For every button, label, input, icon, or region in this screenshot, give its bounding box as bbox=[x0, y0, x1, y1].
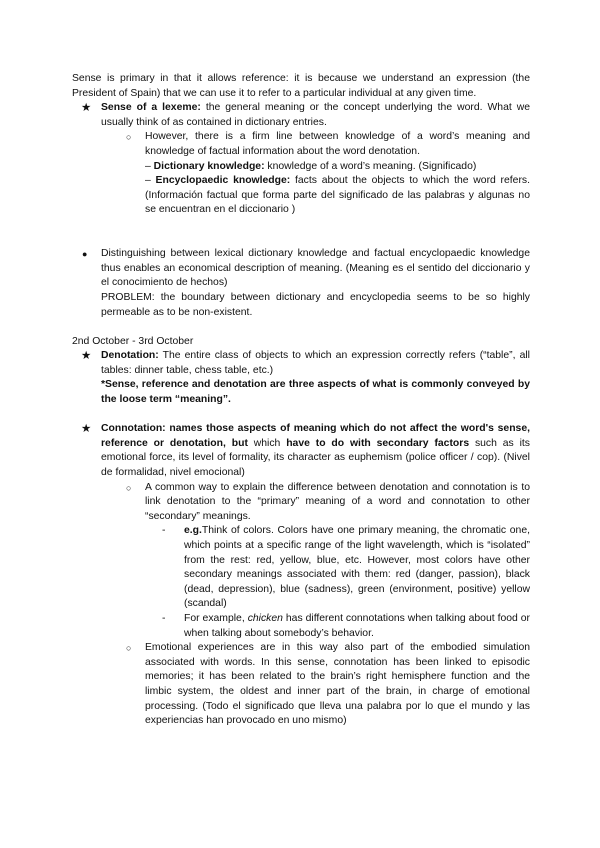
term-eg: e.g. bbox=[184, 525, 202, 537]
encyclopaedic-knowledge-line bbox=[145, 174, 530, 218]
star-bullet-icon: ★ bbox=[81, 350, 92, 363]
document-page bbox=[72, 72, 530, 729]
distinguishing-text: Distinguishing between lexical dictionary knowledge and factual encyclopaedic knowledge thus enables an economical description of meaning. (Meaning es el sentido del diccionario y el conocimiento de hechos) bbox=[101, 248, 530, 289]
bullet-distinguishing bbox=[72, 247, 530, 320]
star-bullet-icon: ★ bbox=[81, 423, 92, 436]
connotation-rest: such as its emotional force, its level of formality, its character as euphemism (police officer / cop). (Nivel de formalidad, nivel emocional) bbox=[101, 437, 530, 479]
sense-definition: the general meaning or the concept underlying the word. What we usually think of as contained in dictionary entries. bbox=[101, 102, 530, 128]
bullet-denotation bbox=[72, 349, 530, 407]
dictionary-knowledge-line bbox=[145, 160, 530, 175]
circle-bullet-icon: ○ bbox=[126, 132, 132, 143]
sub-bullet-emotional bbox=[72, 641, 530, 729]
dash-marker: – bbox=[145, 175, 151, 187]
denotation-note: *Sense, reference and denotation are three aspects of what is commonly conveyed by the loose term “meaning”. bbox=[101, 379, 530, 406]
secondary-factors: have to do with secondary factors bbox=[286, 437, 470, 449]
sub-bullet-common-way bbox=[72, 481, 530, 525]
dash-marker: - bbox=[162, 525, 166, 537]
term-denotation: Denotation: bbox=[101, 350, 159, 362]
dash-item-chicken: - For example, chicken has different connotations when talking about food or when talking about somebody’s behavior. bbox=[162, 612, 531, 639]
date-heading: 2nd October - 3rd October bbox=[72, 335, 194, 347]
star-bullet-icon: ★ bbox=[81, 102, 92, 115]
circle-bullet-icon: ○ bbox=[126, 482, 132, 493]
word-chicken: chicken bbox=[247, 612, 283, 624]
common-way-text: A common way to explain the difference between denotation and connotation is to link denotation to the “primary” meaning of a word and connotation to other “secondary” meanings. bbox=[145, 481, 530, 522]
circle-bullet-icon: ○ bbox=[126, 643, 132, 654]
dash-item-colors bbox=[72, 524, 530, 612]
firm-line-text: However, there is a firm line between knowledge of a word’s meaning and knowledge of factual information about the word denotation. bbox=[145, 131, 530, 157]
dash-marker: - bbox=[162, 612, 166, 624]
dictionary-knowledge-text: knowledge of a word’s meaning. (Significado) bbox=[264, 160, 477, 172]
sub-bullet-firm-line bbox=[72, 130, 530, 218]
encyclopaedic-knowledge-text: facts about the objects to which the word refers. (Información factual que forma parte del significado de las palabras y algunas no se encuentran en el diccionario ) bbox=[145, 175, 531, 216]
dot-bullet-icon: ● bbox=[82, 249, 88, 260]
term-connotation: Connotation: names those aspects of meaning which do not affect the word's sense, reference or denotation, but bbox=[101, 423, 530, 449]
term-sense-of-lexeme: Sense of a lexeme: bbox=[101, 102, 201, 114]
dash-marker: – bbox=[145, 160, 151, 172]
bullet-connotation: ★ Connotation: names those aspects of meaning which do not affect the word's sense, reference or denotation, but which have to do with secondary factors such as its emotional force, its level of formality, its character as euphemism (police officer / cop). (Nivel de formalidad, nivel emocional) bbox=[81, 423, 530, 479]
denotation-definition: The entire class of objects to which an expression correctly refers (“table”, all tables: dinner table, chess table, etc.) bbox=[101, 350, 530, 376]
bullet-sense-of-lexeme bbox=[72, 101, 530, 130]
colors-text: Think of colors. Colors have one primary meaning, the chromatic one, which points at a specific range of the light wavelength, which is “isolated” from the rest: red, yellow, blue, etc. However, most colors have other secondary meanings associated with them: red (danger, passion), black (dead, depression), blue (sadness), green (environment, positive) yellow (scandal) bbox=[184, 525, 530, 610]
emotional-text: Emotional experiences are in this way also part of the embodied simulation associated with words. In this sense, connotation has been linked to episodic memories; it has been related to the brain’s right hemisphere function and the limbic system, the oldest and inner part of the brain, in charge of emotional processing. (Todo el significado que lleva una palabra por lo que el mundo y las experiencias han provocado en uno mismo) bbox=[145, 642, 530, 727]
problem-text: PROBLEM: the boundary between dictionary and encyclopedia seems to be so highly permeable as to be non-existent. bbox=[101, 291, 530, 318]
term-encyclopaedic-knowledge: Encyclopaedic knowledge: bbox=[155, 175, 291, 187]
term-dictionary-knowledge: Dictionary knowledge: bbox=[153, 160, 265, 172]
intro-paragraph: Sense is primary in that it allows reference: it is because we understand an expression (the President of Spain) that we can use it to refer to a particular individual at any given time. bbox=[72, 73, 530, 99]
